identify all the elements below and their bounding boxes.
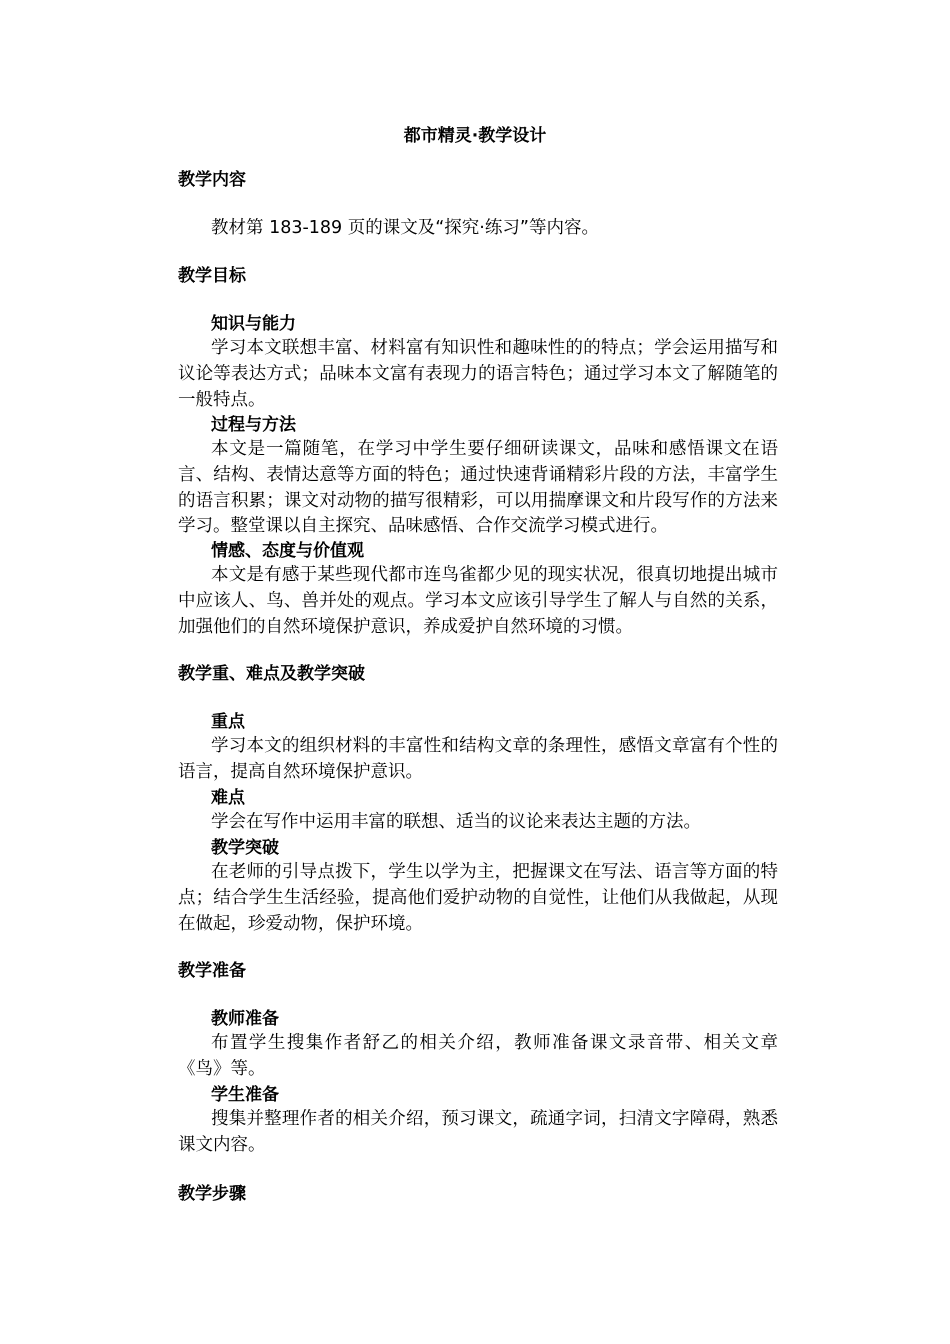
heading-teaching-goals: 教学目标 bbox=[178, 266, 246, 286]
document-title: 都市精灵·教学设计 bbox=[403, 126, 547, 146]
subheading-emotion-values: 情感、态度与价值观 bbox=[211, 541, 364, 561]
paragraph-process-method: 本文是一篇随笔，在学习中学生要仔细研读课文，品味和感悟课文在语言、结构、表情达意等方面的特色；通过快速背诵精彩片段的方法，丰富学生的语言积累；课文对动物的描写很精彩，可以用揣摩课文和片段写作的方法来学习。整堂课以自主探究、品味感悟、合作交流学习模式进行。 bbox=[178, 439, 778, 537]
paragraph-breakthrough: 在老师的引导点拨下，学生以学为主，把握课文在写法、语言等方面的特点；结合学生生活经验，提高他们爱护动物的自觉性，让他们从我做起，从现在做起，珍爱动物，保护环境。 bbox=[178, 862, 778, 934]
paragraph-focus: 学习本文的组织材料的丰富性和结构文章的条理性，感悟文章富有个性的语言，提高自然环境保护意识。 bbox=[178, 736, 778, 782]
paragraph-difficulty: 学会在写作中运用丰富的联想、适当的议论来表达主题的方法。 bbox=[211, 812, 701, 832]
subheading-process-method: 过程与方法 bbox=[211, 415, 296, 435]
heading-preparation: 教学准备 bbox=[178, 961, 246, 981]
heading-teaching-steps: 教学步骤 bbox=[178, 1184, 246, 1204]
subheading-student-prep: 学生准备 bbox=[211, 1085, 279, 1105]
subheading-teacher-prep: 教师准备 bbox=[211, 1009, 279, 1029]
subheading-focus: 重点 bbox=[211, 712, 245, 732]
paragraph-emotion-values: 本文是有感于某些现代都市连鸟雀都少见的现实状况，很真切地提出城市中应该人、鸟、兽并处的观点。学习本文应该引导学生了解人与自然的关系，加强他们的自然环境保护意识，养成爱护自然环境的习惯。 bbox=[178, 565, 778, 637]
paragraph-teacher-prep: 布置学生搜集作者舒乙的相关介绍，教师准备课文录音带、相关文章《鸟》等。 bbox=[178, 1033, 778, 1079]
subheading-breakthrough: 教学突破 bbox=[211, 838, 279, 858]
heading-teaching-content: 教学内容 bbox=[178, 170, 246, 190]
paragraph-knowledge-ability: 学习本文联想丰富、材料富有知识性和趣味性的的特点；学会运用描写和议论等表达方式；品味本文富有表现力的语言特色；通过学习本文了解随笔的一般特点。 bbox=[178, 338, 778, 410]
paragraph-student-prep: 搜集并整理作者的相关介绍，预习课文，疏通字词，扫清文字障碍，熟悉课文内容。 bbox=[178, 1109, 778, 1155]
subheading-knowledge-ability: 知识与能力 bbox=[211, 314, 296, 334]
heading-keypoints: 教学重、难点及教学突破 bbox=[178, 664, 365, 684]
subheading-difficulty: 难点 bbox=[211, 788, 245, 808]
paragraph-teaching-content: 教材第 183-189 页的课文及“探究·练习”等内容。 bbox=[211, 218, 599, 238]
